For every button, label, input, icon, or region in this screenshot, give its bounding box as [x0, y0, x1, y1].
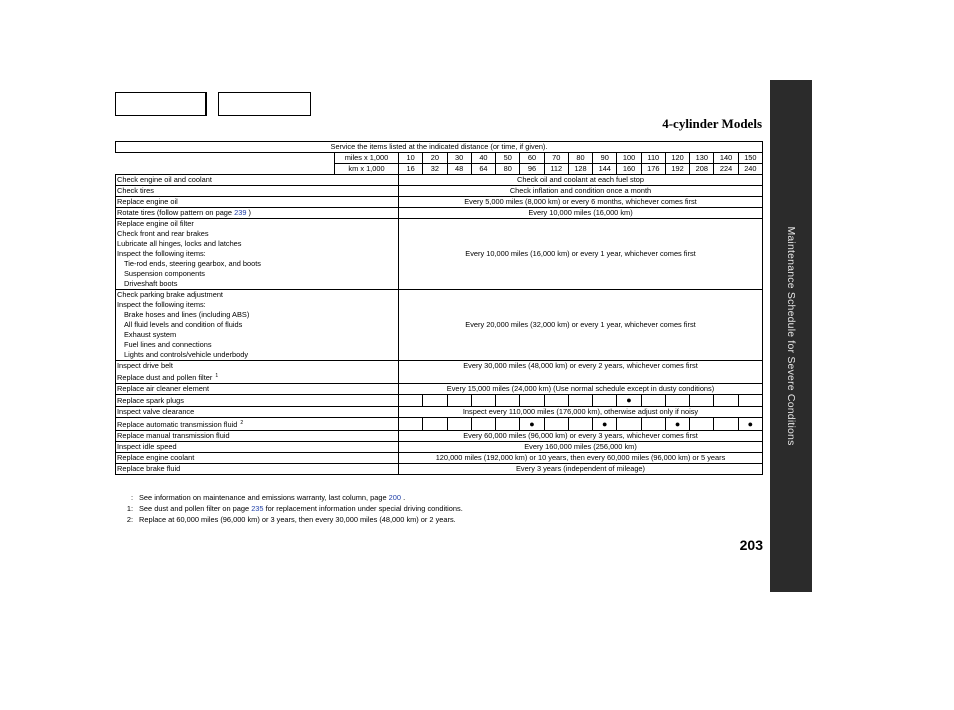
item-fuel-lines: Fuel lines and connections	[116, 340, 399, 350]
atf-interval-cell	[690, 418, 714, 431]
spark-plug-interval-cell	[690, 395, 714, 407]
interval-coolant: 120,000 miles (192,000 km) or 10 years, then every 60,000 miles (96,000 km) or 5 years	[399, 453, 763, 464]
atf-interval-cell	[496, 418, 520, 431]
item-brake-fluid: Replace brake fluid	[116, 464, 399, 475]
interval-fuel-stop: Check oil and coolant at each fuel stop	[399, 175, 763, 186]
spark-plug-interval-cell	[399, 395, 423, 407]
item-dust-filter	[116, 371, 399, 384]
tab-box-2	[218, 92, 311, 116]
km-cell: 32	[423, 164, 447, 175]
miles-cell: 110	[641, 153, 665, 164]
table-row	[116, 371, 763, 384]
footnote-after: .	[403, 493, 406, 502]
footnotes	[115, 492, 463, 525]
atf-interval-cell	[593, 418, 617, 431]
km-cell: 80	[496, 164, 520, 175]
item-exhaust: Exhaust system	[116, 330, 399, 340]
spark-plug-interval-cell	[738, 395, 762, 407]
interval-mtf: Every 60,000 miles (96,000 km) or every 3 years, whichever comes first	[399, 431, 763, 442]
km-cell: 64	[471, 164, 495, 175]
km-cell: 16	[399, 164, 423, 175]
item-fluid-levels: All fluid levels and condition of fluids	[116, 320, 399, 330]
item-inspect-following: Inspect the following items:	[116, 300, 399, 310]
footnote-mark: 1:	[126, 504, 133, 513]
side-tab-label: Maintenance Schedule for Severe Conditions	[785, 226, 797, 446]
miles-cell: 50	[496, 153, 520, 164]
km-cell: 160	[617, 164, 641, 175]
footnote-2	[115, 514, 463, 525]
item-rotate-tires	[116, 208, 399, 219]
km-row	[116, 164, 763, 175]
dust-filter-text: Replace dust and pollen filter	[117, 373, 213, 382]
interval-valve: Inspect every 110,000 miles (176,000 km), otherwise adjust only if noisy	[399, 407, 763, 418]
table-row	[116, 208, 763, 219]
km-cell: 208	[690, 164, 714, 175]
service-dot-icon: ●	[626, 395, 632, 405]
page-link-239[interactable]: 239	[234, 208, 247, 217]
table-row	[116, 431, 763, 442]
footnote-mark: 2:	[126, 515, 133, 524]
miles-cell: 150	[738, 153, 762, 164]
atf-interval-cell	[738, 418, 762, 431]
item-lights: Lights and controls/vehicle underbody	[116, 350, 399, 361]
page-number: 203	[739, 537, 763, 553]
item-spark-plugs: Replace spark plugs	[116, 395, 399, 407]
km-cell: 224	[714, 164, 738, 175]
spark-plug-interval-cell	[641, 395, 665, 407]
miles-cell: 90	[593, 153, 617, 164]
interval-rotate: Every 10,000 miles (16,000 km)	[399, 208, 763, 219]
miles-cell: 140	[714, 153, 738, 164]
interval-20000: Every 20,000 miles (32,000 km) or every 1 year, whichever comes first	[399, 290, 763, 361]
spark-plug-interval-cell	[544, 395, 568, 407]
service-dot-icon: ●	[529, 418, 535, 429]
footnote-mark: :	[130, 493, 133, 502]
atf-interval-cell	[520, 418, 544, 431]
tab-box-1	[115, 92, 207, 116]
service-dot-icon: ●	[674, 418, 681, 429]
miles-cell: 60	[520, 153, 544, 164]
interval-30000: Every 30,000 miles (48,000 km) or every 2 years, whichever comes first	[399, 361, 763, 372]
table-row	[116, 453, 763, 464]
item-driveshaft: Driveshaft boots	[116, 279, 399, 290]
km-cell: 176	[641, 164, 665, 175]
header-blank	[116, 153, 335, 164]
item-coolant: Replace engine coolant	[116, 453, 399, 464]
rotate-tires-close: )	[248, 208, 251, 217]
atf-interval-cell	[544, 418, 568, 431]
service-dot-icon: ●	[747, 418, 754, 429]
item-brake-hoses: Brake hoses and lines (including ABS)	[116, 310, 399, 320]
atf-interval-cell	[617, 418, 641, 431]
spark-plug-interval-cell	[568, 395, 592, 407]
miles-cell: 40	[471, 153, 495, 164]
atf-text: Replace automatic transmission fluid	[117, 420, 238, 429]
footnote-after: for replacement information under special driving conditions.	[265, 504, 463, 513]
table-row	[116, 186, 763, 197]
atf-interval-cell	[665, 418, 689, 431]
page-link-235[interactable]: 235	[251, 504, 264, 513]
table-row	[116, 142, 763, 153]
interval-inflation: Check inflation and condition once a month	[399, 186, 763, 197]
footnote-1	[115, 503, 463, 514]
atf-interval-cell	[471, 418, 495, 431]
schedule-intro: Service the items listed at the indicated distance (or time, if given).	[116, 142, 763, 153]
interval-brake-fluid: Every 3 years (independent of mileage)	[399, 464, 763, 475]
miles-cell: 30	[447, 153, 471, 164]
km-cell: 128	[568, 164, 592, 175]
atf-interval-cell	[399, 418, 423, 431]
footnote-2-mark: 2	[240, 420, 244, 426]
item-parking-brake: Check parking brake adjustment	[116, 290, 399, 301]
miles-cell: 120	[665, 153, 689, 164]
item-tires: Check tires	[116, 186, 399, 197]
footnote-text: See dust and pollen filter on page	[139, 504, 250, 513]
item-brakes: Check front and rear brakes	[116, 229, 399, 239]
spark-plug-interval-cell	[520, 395, 544, 407]
km-cell: 144	[593, 164, 617, 175]
item-mtf: Replace manual transmission fluid	[116, 431, 399, 442]
item-atf	[116, 418, 399, 431]
interval-oil: Every 5,000 miles (8,000 km) or every 6 months, whichever comes first	[399, 197, 763, 208]
spark-plug-interval-cell	[714, 395, 738, 407]
side-tab	[770, 80, 812, 592]
table-row	[116, 175, 763, 186]
atf-interval-cell	[423, 418, 447, 431]
interval-30000-cont	[399, 371, 763, 384]
service-dot-icon: ●	[602, 418, 608, 429]
miles-cell: 10	[399, 153, 423, 164]
footnote-1-mark: 1	[215, 373, 219, 379]
spark-plug-interval-cell	[496, 395, 520, 407]
item-engine-oil: Replace engine oil	[116, 197, 399, 208]
interval-10000: Every 10,000 miles (16,000 km) or every 1 year, whichever comes first	[399, 219, 763, 290]
page-title: 4-cylinder Models	[662, 116, 762, 131]
page-link-200[interactable]: 200	[388, 493, 401, 502]
footnote-warranty	[115, 492, 463, 503]
table-row	[116, 418, 763, 431]
atf-interval-cell	[714, 418, 738, 431]
spark-plug-interval-cell	[593, 395, 617, 407]
km-cell: 48	[447, 164, 471, 175]
miles-cell: 100	[617, 153, 641, 164]
atf-interval-cell	[641, 418, 665, 431]
km-cell: 112	[544, 164, 568, 175]
table-row	[116, 464, 763, 475]
interval-idle: Every 160,000 miles (256,000 km)	[399, 442, 763, 453]
spark-plug-interval-cell	[617, 395, 641, 407]
item-air-cleaner: Replace air cleaner element	[116, 384, 399, 395]
maintenance-schedule-table	[115, 141, 763, 475]
item-lubricate: Lubricate all hinges, locks and latches	[116, 239, 399, 249]
header-blank	[116, 164, 335, 175]
spark-plug-interval-cell	[665, 395, 689, 407]
km-label: km x 1,000	[335, 164, 399, 175]
miles-cell: 70	[544, 153, 568, 164]
interval-15000: Every 15,000 miles (24,000 km) (Use normal schedule except in dusty conditions)	[399, 384, 763, 395]
table-row	[116, 361, 763, 372]
km-cell: 96	[520, 164, 544, 175]
item-suspension: Suspension components	[116, 269, 399, 279]
miles-cell: 130	[690, 153, 714, 164]
item-tierod: Tie-rod ends, steering gearbox, and boots	[116, 259, 399, 269]
rotate-tires-text: Rotate tires (follow pattern on page	[117, 208, 233, 217]
item-engine-oil-coolant: Check engine oil and coolant	[116, 175, 399, 186]
item-inspect-following: Inspect the following items:	[116, 249, 399, 259]
item-oil-filter: Replace engine oil filter	[116, 219, 399, 230]
spark-plug-interval-cell	[423, 395, 447, 407]
spark-plug-interval-cell	[447, 395, 471, 407]
item-drive-belt: Inspect drive belt	[116, 361, 399, 372]
table-row	[116, 384, 763, 395]
table-row	[116, 442, 763, 453]
miles-label: miles x 1,000	[335, 153, 399, 164]
miles-cell: 20	[423, 153, 447, 164]
spark-plug-interval-cell	[471, 395, 495, 407]
atf-interval-cell	[447, 418, 471, 431]
km-cell: 240	[738, 164, 762, 175]
item-idle-speed: Inspect idle speed	[116, 442, 399, 453]
atf-interval-cell	[568, 418, 592, 431]
table-row	[116, 219, 763, 230]
table-row	[116, 197, 763, 208]
miles-cell: 80	[568, 153, 592, 164]
km-cell: 192	[665, 164, 689, 175]
table-row	[116, 395, 763, 407]
footnote-text: Replace at 60,000 miles (96,000 km) or 3 years, then every 30,000 miles (48,000 km) or 2 years.	[139, 515, 456, 524]
table-row	[116, 290, 763, 301]
item-valve-clearance: Inspect valve clearance	[116, 407, 399, 418]
miles-row	[116, 153, 763, 164]
table-row	[116, 407, 763, 418]
footnote-text: See information on maintenance and emissions warranty, last column, page	[139, 493, 387, 502]
